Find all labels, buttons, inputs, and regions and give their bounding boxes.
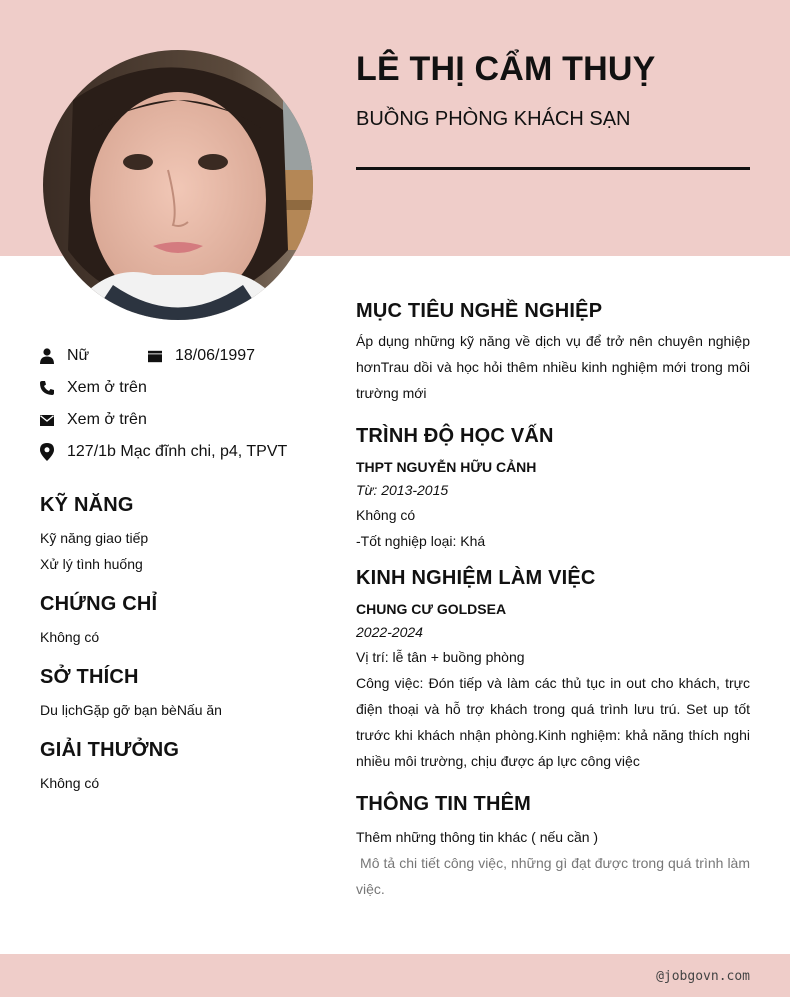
experience-period: 2022-2024 <box>356 624 423 640</box>
email-value: Xem ở trên <box>67 411 147 428</box>
skill-item: Xử lý tình huống <box>40 556 143 572</box>
candidate-name: LÊ THỊ CẨM THUỴ <box>356 50 656 88</box>
title-divider <box>356 167 750 170</box>
right-column <box>356 300 754 902</box>
mail-icon <box>40 412 54 428</box>
awards-section <box>40 739 330 796</box>
hobbies-section <box>40 666 330 723</box>
school-name: THPT NGUYỄN HỮU CẢNH <box>356 459 537 475</box>
gender-value: Nữ <box>67 347 90 364</box>
additional-description: Mô tả chi tiết công việc, những gì đạt được trong quá trình làm việc. <box>356 855 754 897</box>
skill-item: Kỹ năng giao tiếp <box>40 530 149 546</box>
experience-title: KINH NGHIỆM LÀM VIỆC <box>356 567 596 589</box>
phone-value: Xem ở trên <box>67 379 147 396</box>
certificates-text: Không có <box>40 629 100 645</box>
objective-text: Áp dụng những kỹ năng về dịch vụ để trở nên chuyên nghiệp hơnTrau dồi và học hỏi thêm nhiều kinh nghiệm mới trong môi trường mới <box>356 333 750 401</box>
portrait-image <box>43 50 313 320</box>
phone-row <box>40 372 330 404</box>
address-value: 127/1b Mạc đĩnh chi, p4, TPVT <box>67 443 288 460</box>
person-icon <box>40 348 54 364</box>
gender-birthdate-row <box>40 340 330 372</box>
hobbies-title: SỞ THÍCH <box>40 666 139 688</box>
certificates-section <box>40 593 330 650</box>
experience-role: Vị trí: lễ tân + buồng phòng <box>356 649 525 665</box>
awards-text: Không có <box>40 775 100 791</box>
skills-section <box>40 494 330 577</box>
education-line: Không có <box>356 507 416 523</box>
additional-line: Thêm những thông tin khác ( nếu cần ) <box>356 829 599 845</box>
certificates-title: CHỨNG CHỈ <box>40 593 158 615</box>
company-name: CHUNG CƯ GOLDSEA <box>356 601 507 617</box>
education-line: -Tốt nghiệp loại: Khá <box>356 533 486 549</box>
additional-section <box>356 793 754 902</box>
footer-watermark: @jobgovn.com <box>656 969 750 984</box>
objective-title: MỤC TIÊU NGHỀ NGHIỆP <box>356 300 603 322</box>
awards-title: GIẢI THƯỞNG <box>40 739 180 761</box>
left-column <box>40 340 330 796</box>
education-period: Từ: 2013-2015 <box>356 482 449 498</box>
profile-photo <box>43 50 313 320</box>
email-row <box>40 404 330 436</box>
calendar-icon <box>148 348 162 364</box>
job-position: BUỒNG PHÒNG KHÁCH SẠN <box>356 108 631 130</box>
birthdate-value: 18/06/1997 <box>175 347 256 364</box>
skills-title: KỸ NĂNG <box>40 494 134 516</box>
education-title: TRÌNH ĐỘ HỌC VẤN <box>356 425 554 447</box>
experience-description: Công việc: Đón tiếp và làm các thủ tục in out cho khách, trực điện thoại và hỗ trợ khách trong quá trình lưu trú. Set up tốt trước khi khách nhận phòng.Kinh nghiệm: khả năng thích nghi nhiều môi trường, chịu được áp lực công việc <box>356 675 750 769</box>
location-pin-icon <box>40 444 54 460</box>
additional-title: THÔNG TIN THÊM <box>356 793 532 815</box>
objective-section <box>356 300 750 406</box>
education-section <box>356 425 750 554</box>
address-row <box>40 436 330 468</box>
phone-icon <box>40 380 54 396</box>
experience-section <box>356 567 750 774</box>
hobbies-text: Du lịchGặp gỡ bạn bèNấu ăn <box>40 702 222 718</box>
